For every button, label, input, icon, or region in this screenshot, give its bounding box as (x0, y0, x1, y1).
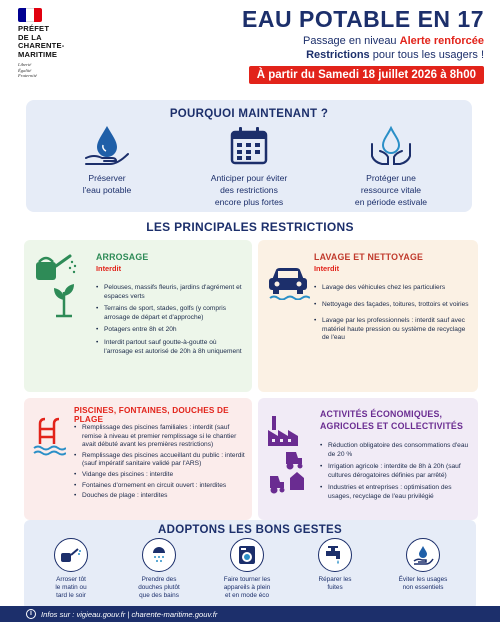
good-gestures-panel (24, 520, 476, 610)
list-item: • Lavage des véhicules chez les particuliers (314, 284, 470, 293)
list-item: • Remplissage des piscines familiales : interdit (sauf remise à niveau et premier remplissage si le chantier avait débuté avant les premières restrictions) (74, 424, 248, 450)
list-item: • Industries et entreprises : optimisation des usages, recyclage de l'eau privilégié (320, 484, 474, 501)
card-lavage-status: Interdit (314, 264, 340, 273)
geste-text: Réparer les fuites (318, 576, 352, 591)
footer (0, 606, 500, 622)
piscines-list (74, 424, 248, 503)
alert-level-line: Passage en niveau Alerte renforcée (302, 35, 484, 47)
card-arrosage-title: ARROSAGE (96, 252, 149, 262)
list-item: • Lavage par les professionnels : interdit sauf avec matériel haute pression ou système de recyclage de l'eau (314, 317, 470, 343)
card-activites (258, 398, 478, 520)
lavage-list (314, 284, 470, 347)
car-wash-icon (266, 260, 310, 305)
effective-date-banner: À partir du Samedi 18 juillet 2026 à 8h00 (249, 66, 484, 84)
list-item: • Douches de plage : interdites (74, 492, 248, 501)
why-item-text: Protéger une ressource vitale en période estivale (354, 173, 428, 207)
republic-motto: Liberté Égalité Fraternité (18, 62, 37, 79)
footer-links[interactable]: Infos sur : vigieau.gouv.fr | charente-maritime.gouv.fr (41, 609, 218, 619)
restrictions-heading: LES PRINCIPALES RESTRICTIONS (146, 220, 354, 234)
geste-appareils (210, 538, 284, 600)
geste-text: Faire tourner les appareils à plein et en mode éco (223, 576, 271, 599)
geste-douches (122, 538, 196, 600)
prefecture-logo (18, 8, 98, 79)
list-item: • Pelouses, massifs fleuris, jardins d'agrément et espaces verts (96, 284, 246, 301)
list-item: • Vidange des piscines : interdite (74, 471, 248, 480)
hand-drop-icon (406, 538, 440, 572)
geste-arroser (34, 538, 108, 600)
why-item-preserve (42, 124, 172, 196)
calendar-icon (184, 124, 314, 168)
header (0, 0, 500, 100)
geste-text: Éviter les usages non essentiels (398, 576, 448, 591)
french-flag-icon (18, 8, 42, 22)
washing-machine-icon (230, 538, 264, 572)
card-arrosage (24, 240, 252, 392)
list-item: • Interdit partout sauf goutte-à-goutte où l'arrosage est autorisé de 20h à 8h uniquement (96, 339, 246, 356)
card-lavage (258, 240, 478, 392)
list-item: • Remplissage des piscines accueillant du public : interdit (sauf impératif sanitaire validé par l'ARS) (74, 452, 248, 469)
hands-water-drop-icon (326, 124, 456, 168)
why-now-heading: POURQUOI MAINTENANT ? (169, 108, 329, 120)
hand-water-drop-icon (42, 124, 172, 168)
list-item: • Irrigation agricole : interdite de 8h à 20h (sauf cultures dérogatoires définies par arrêté) (320, 463, 474, 480)
list-item: • Réduction obligatoire des consommations d'eau de 20 % (320, 442, 474, 459)
geste-text: Arroser tôt le matin ou tard le soir (55, 576, 87, 599)
why-item-protect (326, 124, 456, 208)
card-activites-title: ACTIVITÉS ÉCONOMIQUES, AGRICOLES ET COLLECTIVITÉS (320, 409, 464, 431)
info-icon: i (26, 609, 36, 619)
list-item: • Terrains de sport, stades, golfs (y compris arrosage de départ et d'approche) (96, 305, 246, 322)
why-now-panel (26, 100, 472, 212)
why-item-anticipate (184, 124, 314, 208)
page-title: EAU POTABLE EN 17 (242, 6, 484, 32)
card-arrosage-status: Interdit (96, 264, 122, 273)
card-piscines-title: PISCINES, FONTAINES, DOUCHES DE PLAGE (74, 406, 229, 424)
arrosage-list (96, 284, 246, 360)
restrictions-line: Restrictions pour tous les usagers ! (306, 49, 484, 61)
pool-ladder-icon (32, 416, 66, 461)
card-piscines (24, 398, 252, 520)
card-lavage-title: LAVAGE ET NETTOYAGE (314, 252, 424, 262)
watering-can-icon (54, 538, 88, 572)
factory-tractor-icon (266, 412, 310, 507)
geste-usages (386, 538, 460, 592)
geste-fuites (298, 538, 372, 592)
why-item-text: Préserver l'eau potable (82, 173, 132, 195)
list-item: • Fontaines d'ornement en circuit ouvert : interdites (74, 482, 248, 491)
good-gestures-heading: ADOPTONS LES BONS GESTES (158, 524, 342, 536)
list-item: • Nettoyage des façades, toitures, trottoirs et voiries (314, 301, 470, 310)
alert-level: Alerte renforcée (399, 35, 484, 47)
prefecture-name: PRÉFET DE LA CHARENTE- MARITIME (18, 24, 65, 59)
title-block (164, 6, 484, 84)
shower-icon (142, 538, 176, 572)
watering-can-plant-icon (34, 250, 84, 325)
activites-list (320, 442, 474, 506)
why-item-text: Anticiper pour éviter des restrictions encore plus fortes (210, 173, 288, 207)
list-item: • Potagers entre 8h et 20h (96, 326, 246, 335)
tap-icon (318, 538, 352, 572)
geste-text: Prendre des douches plutôt que des bains (138, 576, 180, 599)
